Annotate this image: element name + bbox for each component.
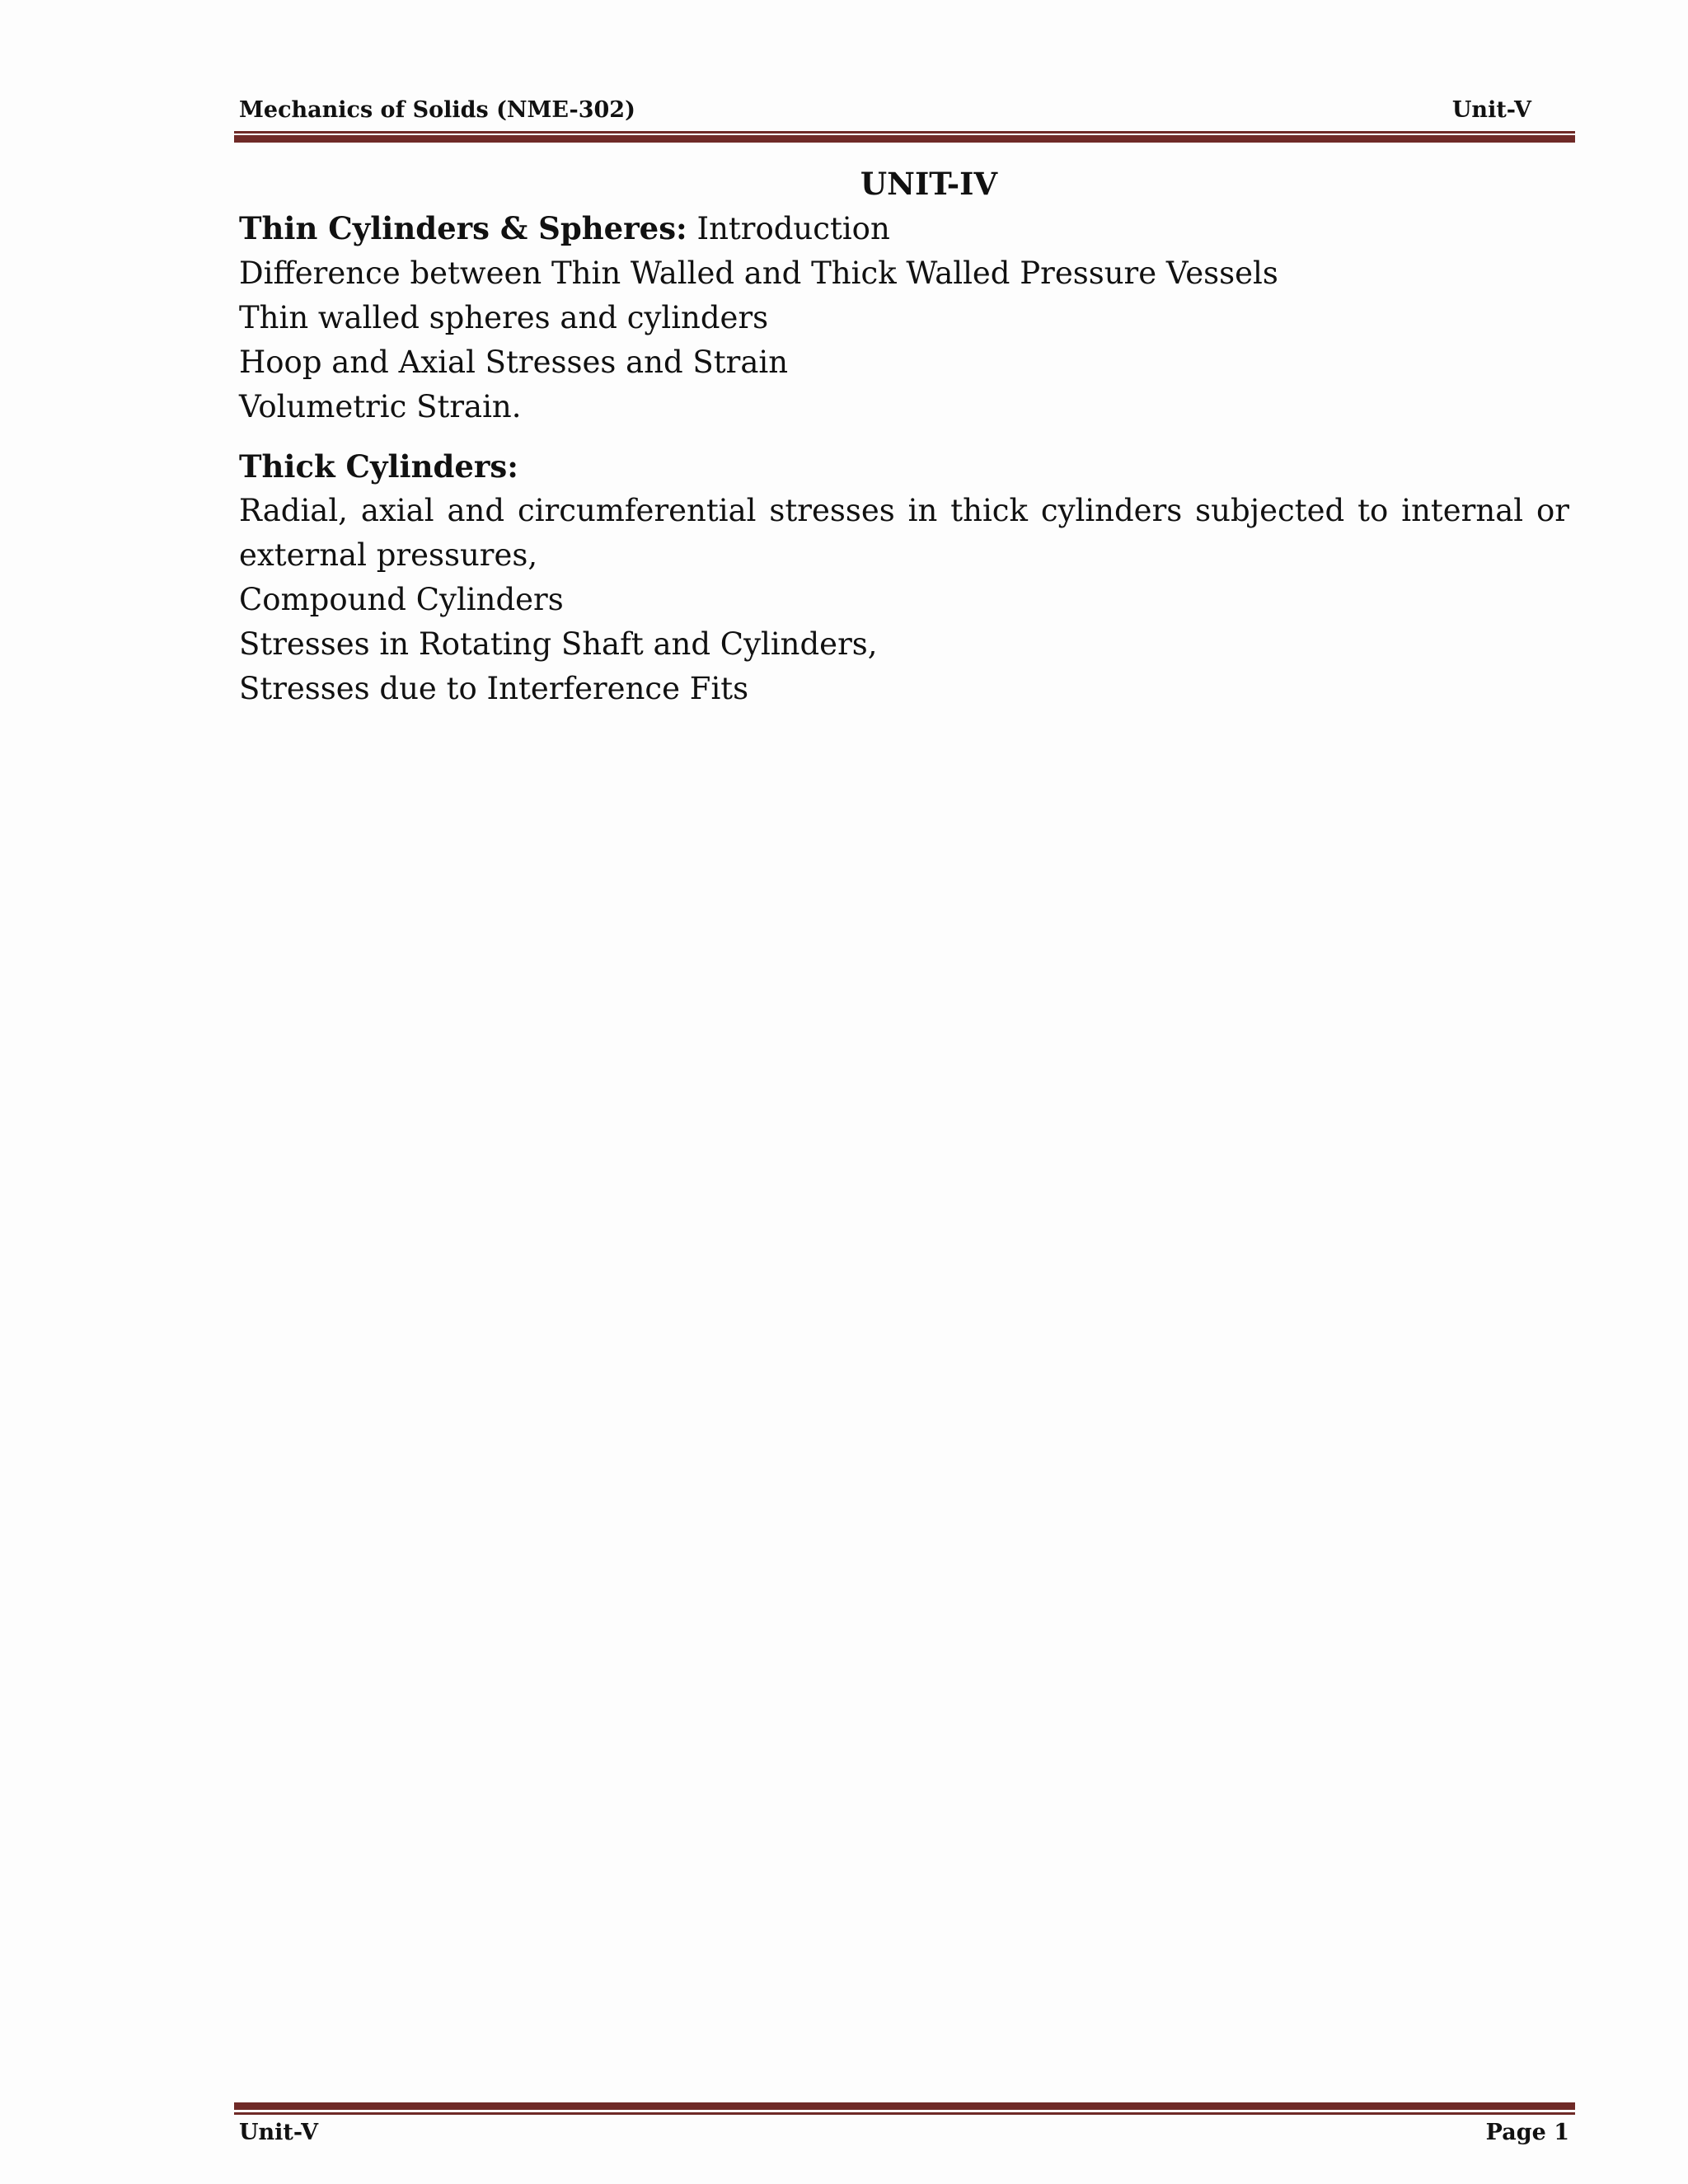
page-content [239, 162, 1569, 711]
thin-cylinders-heading-suffix: Introduction [687, 211, 890, 246]
header-unit-label: Unit-V [1451, 97, 1531, 123]
topic-item: Hoop and Axial Stresses and Strain [239, 344, 789, 380]
header-rule-thin [234, 131, 1575, 134]
topic-item: Stresses due to Interference Fits [239, 671, 749, 706]
footer-rule-thin [234, 2112, 1575, 2115]
topic-item: Volumetric Strain. [239, 389, 522, 424]
page-header [239, 97, 1574, 130]
topic-item: Difference between Thin Walled and Thick Walled Pressure Vessels [239, 255, 1278, 291]
footer-unit-label: Unit-V [239, 2120, 319, 2145]
thin-cylinders-heading-line [239, 206, 1569, 251]
page-number: Page 1 [1485, 2120, 1569, 2145]
header-course-title: Mechanics of Solids (NME-302) [239, 97, 635, 123]
topic-item: Thin walled spheres and cylinders [239, 300, 769, 335]
thick-cylinders-heading: Thick Cylinders: [239, 448, 518, 485]
footer-rule-thick [234, 2102, 1575, 2110]
topic-item: Compound Cylinders [239, 582, 564, 617]
topic-item: Radial, axial and circumferential stresses in thick cylinders subjected to internal or external pressures, [239, 493, 1569, 573]
topic-item: Stresses in Rotating Shaft and Cylinders, [239, 626, 878, 662]
unit-title: UNIT-IV [860, 166, 998, 202]
header-rule-thick [234, 135, 1575, 143]
thin-cylinders-heading: Thin Cylinders & Spheres: [239, 210, 687, 246]
